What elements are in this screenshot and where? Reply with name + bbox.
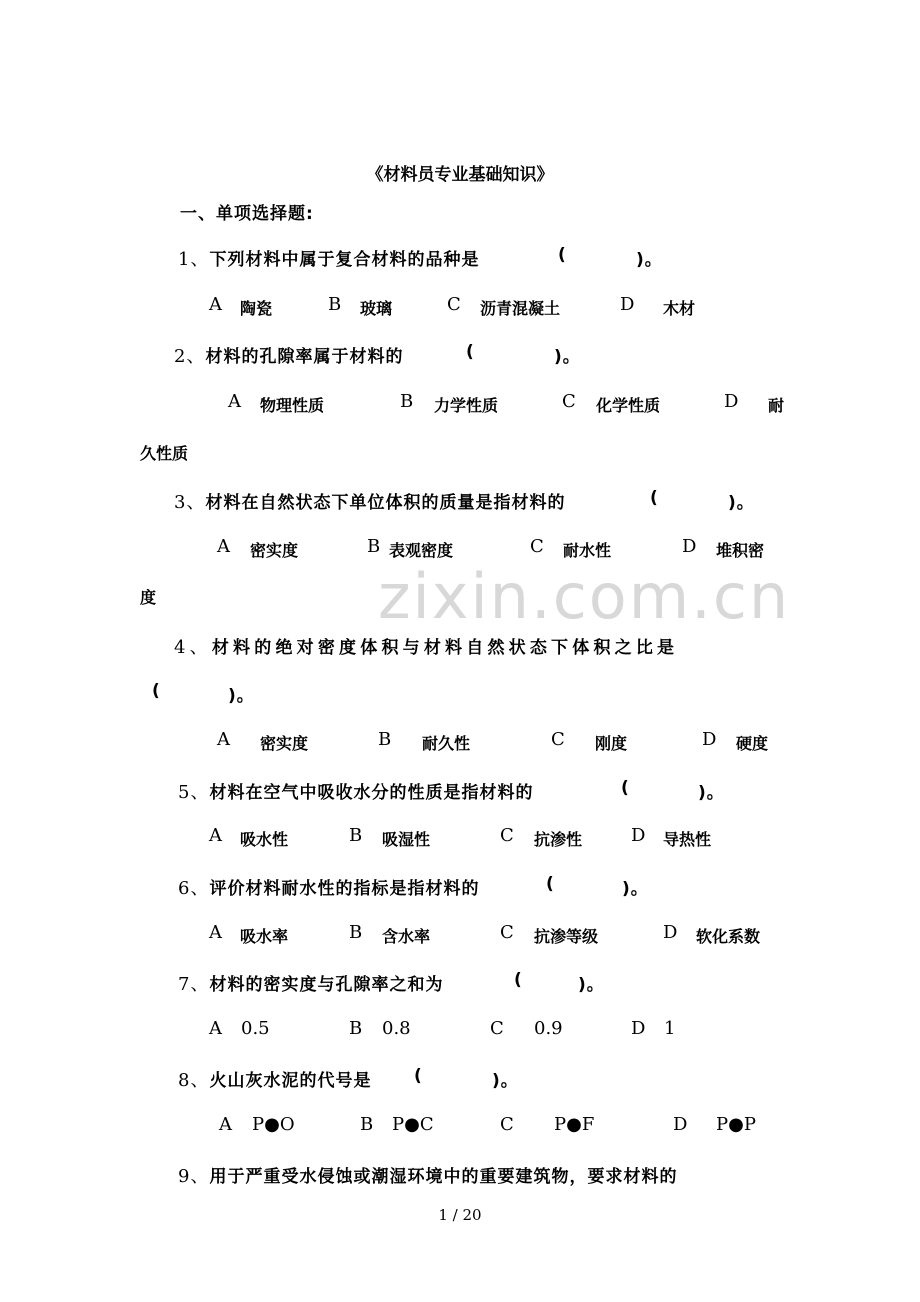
paren-open: ( [514, 970, 523, 990]
option-label: D [702, 729, 717, 750]
question-text: 火山灰水泥的代号是 [209, 1071, 372, 1091]
option-label: B [367, 536, 381, 557]
option-label: A [217, 729, 230, 750]
option-label: C [562, 391, 576, 412]
question-7 [178, 970, 605, 996]
option-text: 密实度 [260, 734, 309, 753]
option-text: 含水率 [382, 927, 431, 946]
option-label: B [328, 294, 342, 315]
option-label: D [673, 1114, 688, 1135]
question-number: 3、 [174, 492, 206, 513]
option-text: 0.8 [382, 1018, 411, 1039]
option-text: 玻璃 [360, 299, 393, 318]
option-label: D [682, 536, 697, 557]
question-8 [178, 1066, 519, 1092]
paren-close: )。 [622, 879, 649, 899]
paren-open: ( [466, 342, 475, 362]
option-text: 导热性 [663, 830, 712, 849]
option-label: C [500, 1114, 514, 1135]
question-text: 材料的密实度与孔隙率之和为 [209, 975, 444, 995]
option-text: 吸水率 [240, 927, 289, 946]
option-text: 堆积密 [716, 541, 765, 560]
section-heading: 一、单项选择题: [180, 204, 314, 224]
question-4 [174, 633, 678, 659]
option-text: 软化系数 [696, 927, 761, 946]
option-text: 陶瓷 [240, 299, 273, 318]
watermark: zixin.com.cn [378, 560, 791, 633]
paren-open: ( [414, 1066, 423, 1086]
option-text: 吸湿性 [382, 830, 431, 849]
question-9 [178, 1162, 677, 1188]
question-number: 2、 [174, 346, 206, 367]
option-label: A [219, 1114, 232, 1135]
paren-close: )。 [728, 493, 755, 513]
option-text: 1 [664, 1018, 676, 1039]
question-text: 材料在自然状态下单位体积的质量是指材料的 [205, 493, 566, 513]
option-label: A [209, 1018, 222, 1039]
option-label: D [620, 294, 635, 315]
option-text: 硬度 [736, 734, 769, 753]
question-text: 下列材料中属于复合材料的品种是 [209, 250, 480, 270]
option-text: 0.5 [241, 1018, 270, 1039]
option-text: 化学性质 [596, 396, 661, 415]
option-label: D [724, 391, 739, 412]
option-text: 耐 [768, 396, 785, 415]
question-text: 用于严重受水侵蚀或潮湿环境中的重要建筑物，要求材料的 [209, 1167, 678, 1187]
option-label: B [349, 825, 363, 846]
option-text: 密实度 [250, 541, 299, 560]
page-title: 《材料员专业基础知识》 [366, 165, 554, 185]
option-label: C [500, 922, 514, 943]
question-text: 材料的绝对密度体积与材料自然状态下体积之比是 [211, 638, 679, 658]
question-number: 8、 [178, 1070, 210, 1091]
option-text: P●P [716, 1114, 756, 1135]
question-5 [178, 778, 725, 804]
question-6 [178, 874, 649, 900]
paren-close: )。 [698, 783, 725, 803]
page-number: 1 / 20 [438, 1206, 482, 1224]
option-label: B [360, 1114, 374, 1135]
option-continuation: 久性质 [140, 444, 189, 463]
option-text: 抗渗性 [534, 830, 583, 849]
question-number: 1、 [178, 249, 210, 270]
option-label: C [551, 729, 565, 750]
option-label: B [378, 729, 392, 750]
option-label: C [447, 294, 461, 315]
paren-open: ( [152, 681, 161, 701]
option-text: 刚度 [595, 734, 628, 753]
option-text: P●F [554, 1114, 595, 1135]
option-text: P●C [392, 1114, 434, 1135]
question-2 [174, 342, 581, 368]
option-label: A [209, 922, 222, 943]
question-number: 4、 [174, 637, 212, 658]
option-label: D [663, 922, 678, 943]
question-text: 评价材料耐水性的指标是指材料的 [209, 879, 480, 899]
option-label: A [228, 391, 241, 412]
option-label: D [631, 1018, 646, 1039]
option-text: P●O [252, 1114, 295, 1135]
question-number: 9、 [178, 1166, 210, 1187]
option-continuation: 度 [140, 588, 157, 607]
option-label: A [217, 536, 230, 557]
question-number: 5、 [178, 782, 210, 803]
option-text: 表观密度 [389, 541, 454, 560]
paren-close: )。 [228, 686, 255, 706]
option-label: B [349, 1018, 363, 1039]
paren-close: )。 [636, 250, 663, 270]
paren-open: ( [546, 874, 555, 894]
option-label: C [530, 536, 544, 557]
question-number: 7、 [178, 974, 210, 995]
option-text: 耐水性 [563, 541, 612, 560]
option-text: 抗渗等级 [534, 927, 599, 946]
option-label: C [500, 825, 514, 846]
option-text: 力学性质 [434, 396, 499, 415]
paren-open: ( [621, 778, 630, 798]
paren-close: )。 [554, 347, 581, 367]
question-1 [178, 245, 663, 271]
question-text: 材料在空气中吸收水分的性质是指材料的 [209, 783, 534, 803]
option-text: 物理性质 [260, 396, 325, 415]
option-text: 耐久性 [422, 734, 471, 753]
option-label: C [490, 1018, 504, 1039]
paren-close: )。 [578, 975, 605, 995]
question-number: 6、 [178, 878, 210, 899]
option-text: 沥青混凝土 [480, 299, 561, 318]
option-text: 0.9 [534, 1018, 563, 1039]
option-label: A [209, 825, 222, 846]
question-text: 材料的孔隙率属于材料的 [205, 347, 404, 367]
paren-close: )。 [492, 1071, 519, 1091]
question-3 [174, 488, 755, 514]
option-label: B [400, 391, 414, 412]
option-label: B [349, 922, 363, 943]
option-text: 吸水性 [240, 830, 289, 849]
paren-open: ( [558, 245, 567, 265]
option-label: D [631, 825, 646, 846]
option-text: 木材 [663, 299, 696, 318]
paren-open: ( [650, 488, 659, 508]
option-label: A [209, 294, 222, 315]
